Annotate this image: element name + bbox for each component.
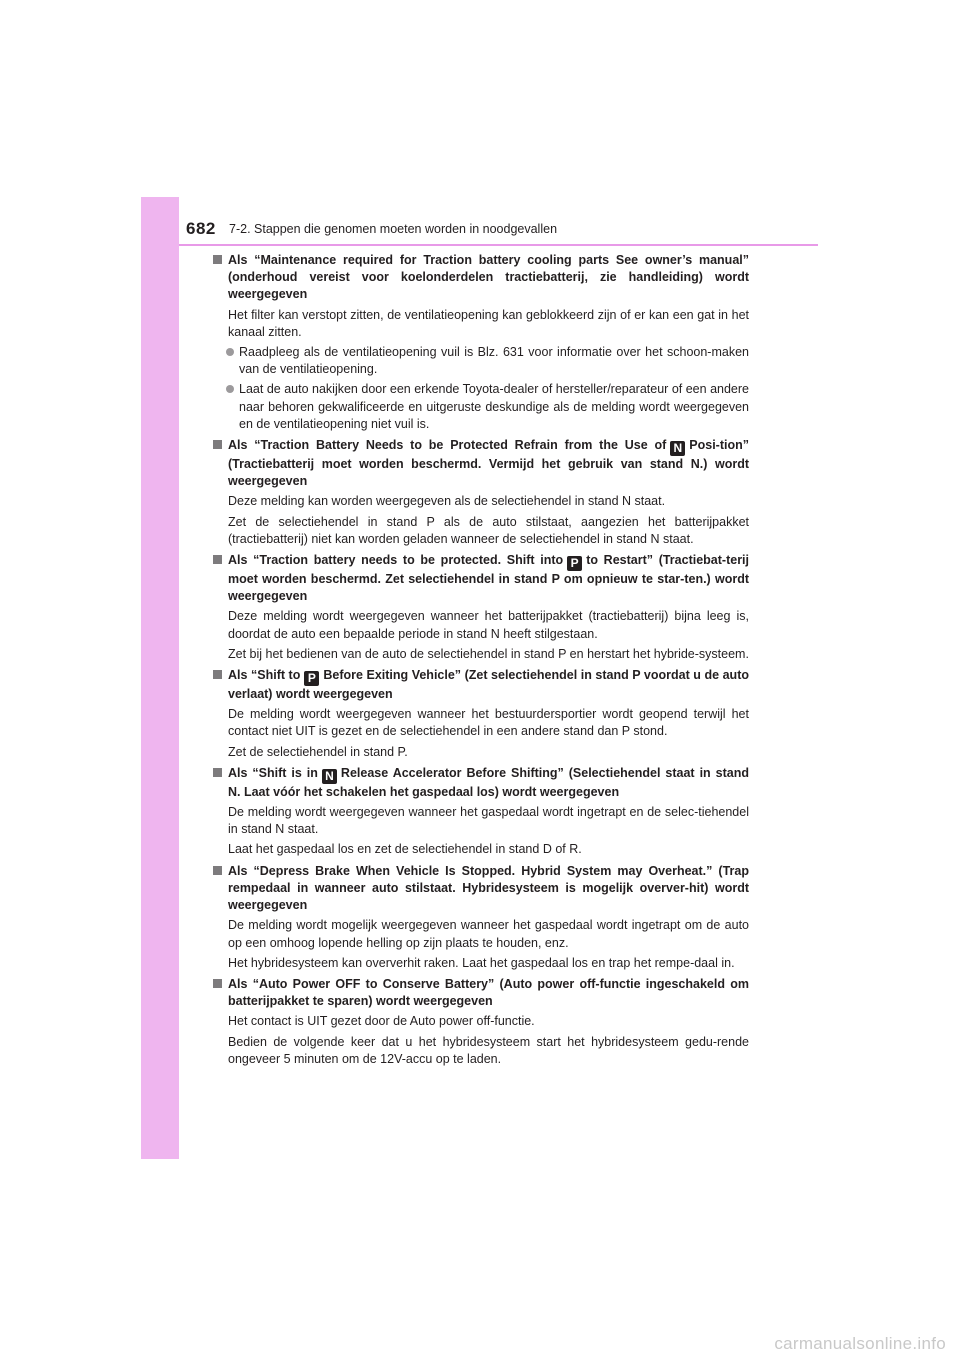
- circle-bullet-icon: [226, 348, 234, 356]
- square-bullet-icon: [213, 866, 222, 875]
- section-heading: Als “Auto Power OFF to Conserve Battery” (Auto power off-functie ingeschakeld om batterijpakket te sparen) wordt weergegeven: [213, 976, 749, 1010]
- section-heading: Als “Traction battery needs to be protected. Shift into P to Restart” (Tractiebat-terij moet worden beschermd. Zet selectiehendel in stand P om opnieuw te star-ten.) wordt weergegeven: [213, 552, 749, 605]
- square-bullet-icon: [213, 255, 222, 264]
- page-content: [213, 252, 749, 1068]
- paragraph: Laat het gaspedaal los en zet de selectiehendel in stand D of R.: [228, 842, 582, 857]
- paragraph: Zet de selectiehendel in stand P.: [228, 744, 408, 759]
- gear-n-icon: N: [670, 441, 685, 456]
- paragraph: Deze melding kan worden weergegeven als de selectiehendel in stand N staat.: [228, 494, 666, 509]
- section-heading: Als “Shift is in N Release Accelerator Before Shifting” (Selectiehendel staat in stand N. Laat vóór het schakelen het gaspedaal los) wordt weergegeven: [213, 765, 749, 801]
- paragraph: Het contact is UIT gezet door de Auto power off-functie.: [228, 1014, 535, 1029]
- watermark: carmanualsonline.info: [774, 1334, 946, 1353]
- paragraph: Zet de selectiehendel in stand P als de auto stilstaat, aangezien het batterijpakket (tractiebatterij) niet kan worden geladen wanneer de selectiehendel in stand N staat.: [228, 514, 749, 546]
- paragraph: Deze melding wordt weergegeven wanneer het batterijpakket (tractiebatterij) bijna leeg is, doordat de auto een bepaalde periode in stand N heeft stilgestaan.: [228, 609, 749, 641]
- paragraph: Bedien de volgende keer dat u het hybridesysteem start het hybridesysteem gedu-rende ongeveer 5 minuten om de 12V-accu op te laden.: [228, 1034, 749, 1066]
- square-bullet-icon: [213, 768, 222, 777]
- gear-n-icon: N: [322, 769, 337, 784]
- page-number: 682: [186, 219, 216, 238]
- chapter-sidebar-tab: [141, 197, 179, 1159]
- square-bullet-icon: [213, 979, 222, 988]
- list-item: Raadpleeg als de ventilatieopening vuil is Blz. 631 voor informatie over het schoon-maken van de ventilatieopening.: [213, 344, 749, 378]
- square-bullet-icon: [213, 440, 222, 449]
- header-rule: [179, 244, 818, 246]
- list-item: Laat de auto nakijken door een erkende Toyota-dealer of hersteller/reparateur of een andere naar behoren gekwalificeerde en uitgeruste deskundige als de melding wordt weergegeven en de ventilatieopening niet vuil is.: [213, 381, 749, 433]
- circle-bullet-icon: [226, 385, 234, 393]
- section-heading: Als “Shift to P Before Exiting Vehicle” (Zet selectiehendel in stand P voordat u de auto verlaat) wordt weergegeven: [213, 667, 749, 703]
- paragraph: Het hybridesysteem kan oververhit raken. Laat het gaspedaal los en trap het rempe-daal in.: [228, 955, 735, 970]
- paragraph: Zet bij het bedienen van de auto de selectiehendel in stand P en herstart het hybride-systeem.: [228, 646, 749, 661]
- section-title: 7-2. Stappen die genomen moeten worden in noodgevallen: [229, 222, 558, 236]
- square-bullet-icon: [213, 670, 222, 679]
- paragraph: Het filter kan verstopt zitten, de ventilatieopening kan geblokkeerd zijn of er kan een gat in het kanaal zitten.: [228, 307, 749, 339]
- gear-p-icon: P: [304, 671, 319, 686]
- square-bullet-icon: [213, 555, 222, 564]
- section-heading: Als “Traction Battery Needs to be Protected Refrain from the Use of N Posi-tion” (Tractiebatterij moet worden beschermd. Vermijd het gebruik van stand N.) wordt weergegeven: [213, 437, 749, 490]
- paragraph: De melding wordt weergegeven wanneer het gaspedaal wordt ingetrapt en de selec-tiehendel in stand N staat.: [228, 805, 749, 837]
- paragraph: De melding wordt mogelijk weergegeven wanneer het gaspedaal wordt ingetrapt om de auto op een omhoog lopende helling op zijn plaats te houden, enz.: [228, 918, 749, 950]
- section-heading: Als “Depress Brake When Vehicle Is Stopped. Hybrid System may Overheat.” (Trap rempedaal in wanneer auto stilstaat. Hybridesysteem is mogelijk overver-hit) wordt weergegeven: [213, 863, 749, 915]
- section-heading: Als “Maintenance required for Traction battery cooling parts See owner’s manual” (onderhoud vereist voor koelonderdelen tractiebatterij, zie handleiding) wordt weergegeven: [213, 252, 749, 304]
- paragraph: De melding wordt weergegeven wanneer het bestuurdersportier wordt geopend terwijl het contact niet UIT is gezet en de selectiehendel in een andere stand dan P stond.: [228, 707, 749, 739]
- gear-p-icon: P: [567, 556, 582, 571]
